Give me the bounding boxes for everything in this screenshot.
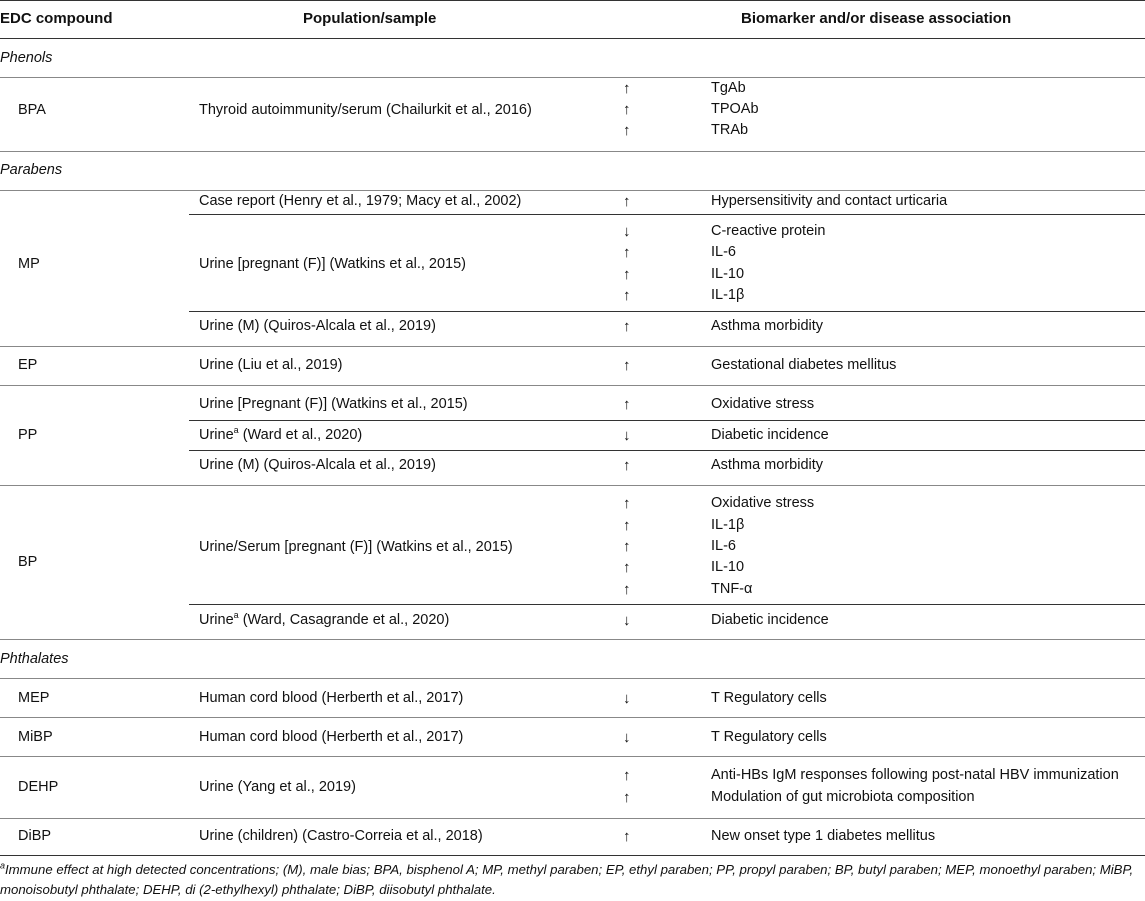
population-cell: Case report (Henry et al., 1979; Macy et al., 2002) (199, 193, 522, 209)
up-arrow-icon: ↑ (623, 122, 631, 139)
header-rule (0, 38, 1145, 39)
header-compound: EDC compound (0, 10, 113, 27)
up-arrow-icon: ↑ (623, 517, 631, 534)
biomarker-cell: Asthma morbidity (711, 457, 824, 473)
row-rule (0, 485, 1145, 486)
compound-mibp: MiBP (18, 729, 53, 745)
population-cell: Urine (Liu et al., 2019) (199, 357, 343, 373)
biomarker-cell: Hypersensitivity and contact urticaria (711, 193, 948, 209)
population-cell: Urine (children) (Castro-Correia et al., 2018) (199, 828, 483, 844)
population-cell: Urine (Yang et al., 2019) (199, 779, 356, 795)
biomarker-cell: C-reactive protein (711, 223, 826, 239)
up-arrow-icon: ↑ (623, 80, 631, 97)
up-arrow-icon: ↑ (623, 287, 631, 304)
population-cell: Human cord blood (Herberth et al., 2017) (199, 690, 464, 706)
biomarker-cell: IL-6 (711, 244, 736, 260)
population-cell: Urine/Serum [pregnant (F)] (Watkins et al., 2015) (199, 539, 513, 555)
biomarker-cell: TRAb (711, 122, 749, 138)
up-arrow-icon: ↑ (623, 457, 631, 474)
compound-mp: MP (18, 256, 40, 272)
population-cell: Human cord blood (Herberth et al., 2017) (199, 729, 464, 745)
biomarker-cell: IL-1β (711, 287, 745, 303)
biomarker-cell: IL-1β (711, 517, 745, 533)
population-cell: Urine (M) (Quiros-Alcala et al., 2019) (199, 318, 436, 334)
row-rule (0, 639, 1145, 640)
biomarker-cell: IL-6 (711, 538, 736, 554)
sub-rule (189, 214, 1145, 215)
population-cell: Urine [Pregnant (F)] (Watkins et al., 2015) (199, 396, 468, 412)
compound-pp: PP (18, 427, 38, 443)
biomarker-cell: Diabetic incidence (711, 427, 829, 443)
biomarker-cell: TPOAb (711, 101, 759, 117)
up-arrow-icon: ↑ (623, 828, 631, 845)
up-arrow-icon: ↑ (623, 767, 631, 784)
header-population: Population/sample (303, 10, 437, 27)
table-footnote: $^a$Immune effect at high detected concentrations; (M), male bias; BPA, bisphenol A; MP, methyl paraben; EP, ethyl paraben; PP, propyl paraben; BP, butyl paraben; MEP, monoethyl paraben; MiBP, monoisobutyl phthalate; DEHP, di (2-ethylhexyl) phthalate; DiBP, diisobutyl phthalate. (0, 860, 1134, 897)
biomarker-cell: T Regulatory cells (711, 690, 827, 706)
row-rule (0, 77, 1145, 78)
population-cell: Urine [pregnant (F)] (Watkins et al., 2015) (199, 256, 467, 272)
population-cell: Urine$^a$ (Ward, Casagrande et al., 2020) (199, 610, 450, 628)
compound-mep: MEP (18, 690, 50, 706)
down-arrow-icon: ↓ (623, 427, 631, 444)
down-arrow-icon: ↓ (623, 612, 631, 629)
row-rule (0, 717, 1145, 718)
compound-dibp: DiBP (18, 828, 52, 844)
up-arrow-icon: ↑ (623, 266, 631, 283)
biomarker-cell: Asthma morbidity (711, 318, 824, 334)
compound-dehp: DEHP (18, 779, 59, 795)
sub-rule (189, 450, 1145, 451)
up-arrow-icon: ↑ (623, 789, 631, 806)
row-rule (0, 756, 1145, 757)
row-rule (0, 818, 1145, 819)
up-arrow-icon: ↑ (623, 318, 631, 335)
up-arrow-icon: ↑ (623, 559, 631, 576)
biomarker-cell: IL-10 (711, 559, 745, 575)
down-arrow-icon: ↓ (623, 729, 631, 746)
up-arrow-icon: ↑ (623, 101, 631, 118)
down-arrow-icon: ↓ (623, 690, 631, 707)
up-arrow-icon: ↑ (623, 538, 631, 555)
up-arrow-icon: ↑ (623, 193, 631, 210)
up-arrow-icon: ↑ (623, 244, 631, 261)
biomarker-cell: T Regulatory cells (711, 729, 827, 745)
top-rule (0, 0, 1145, 1)
up-arrow-icon: ↑ (623, 396, 631, 413)
section-phenols: Phenols (0, 50, 53, 66)
row-rule (0, 346, 1145, 347)
row-rule (0, 190, 1145, 191)
biomarker-cell: New onset type 1 diabetes mellitus (711, 828, 936, 844)
sub-rule (189, 420, 1145, 421)
biomarker-cell: IL-10 (711, 266, 745, 282)
compound-ep: EP (18, 357, 38, 373)
biomarker-cell: Oxidative stress (711, 396, 815, 412)
sub-rule (189, 311, 1145, 312)
up-arrow-icon: ↑ (623, 357, 631, 374)
down-arrow-icon: ↓ (623, 223, 631, 240)
compound-bpa: BPA (18, 102, 46, 118)
biomarker-cell: Diabetic incidence (711, 612, 829, 628)
population-cell: Thyroid autoimmunity/serum (Chailurkit et al., 2016) (199, 102, 532, 118)
up-arrow-icon: ↑ (623, 495, 631, 512)
biomarker-cell: TgAb (711, 80, 746, 96)
section-parabens: Parabens (0, 162, 63, 178)
header-biomarker: Biomarker and/or disease association (741, 10, 1012, 27)
row-rule (0, 678, 1145, 679)
compound-bp: BP (18, 554, 38, 570)
population-cell: Urine$^a$ (Ward et al., 2020) (199, 425, 363, 443)
biomarker-cell: Gestational diabetes mellitus (711, 357, 897, 373)
biomarker-cell: Modulation of gut microbiota composition (711, 789, 975, 805)
row-rule (0, 151, 1145, 152)
bottom-rule (0, 855, 1145, 856)
up-arrow-icon: ↑ (623, 581, 631, 598)
row-rule (0, 385, 1145, 386)
biomarker-cell: TNF-α (711, 581, 753, 597)
biomarker-cell: Oxidative stress (711, 495, 815, 511)
population-cell: Urine (M) (Quiros-Alcala et al., 2019) (199, 457, 436, 473)
biomarker-cell: Anti-HBs IgM responses following post-natal HBV immunization (711, 767, 1119, 783)
section-phthalates: Phthalates (0, 651, 69, 667)
sub-rule (189, 604, 1145, 605)
